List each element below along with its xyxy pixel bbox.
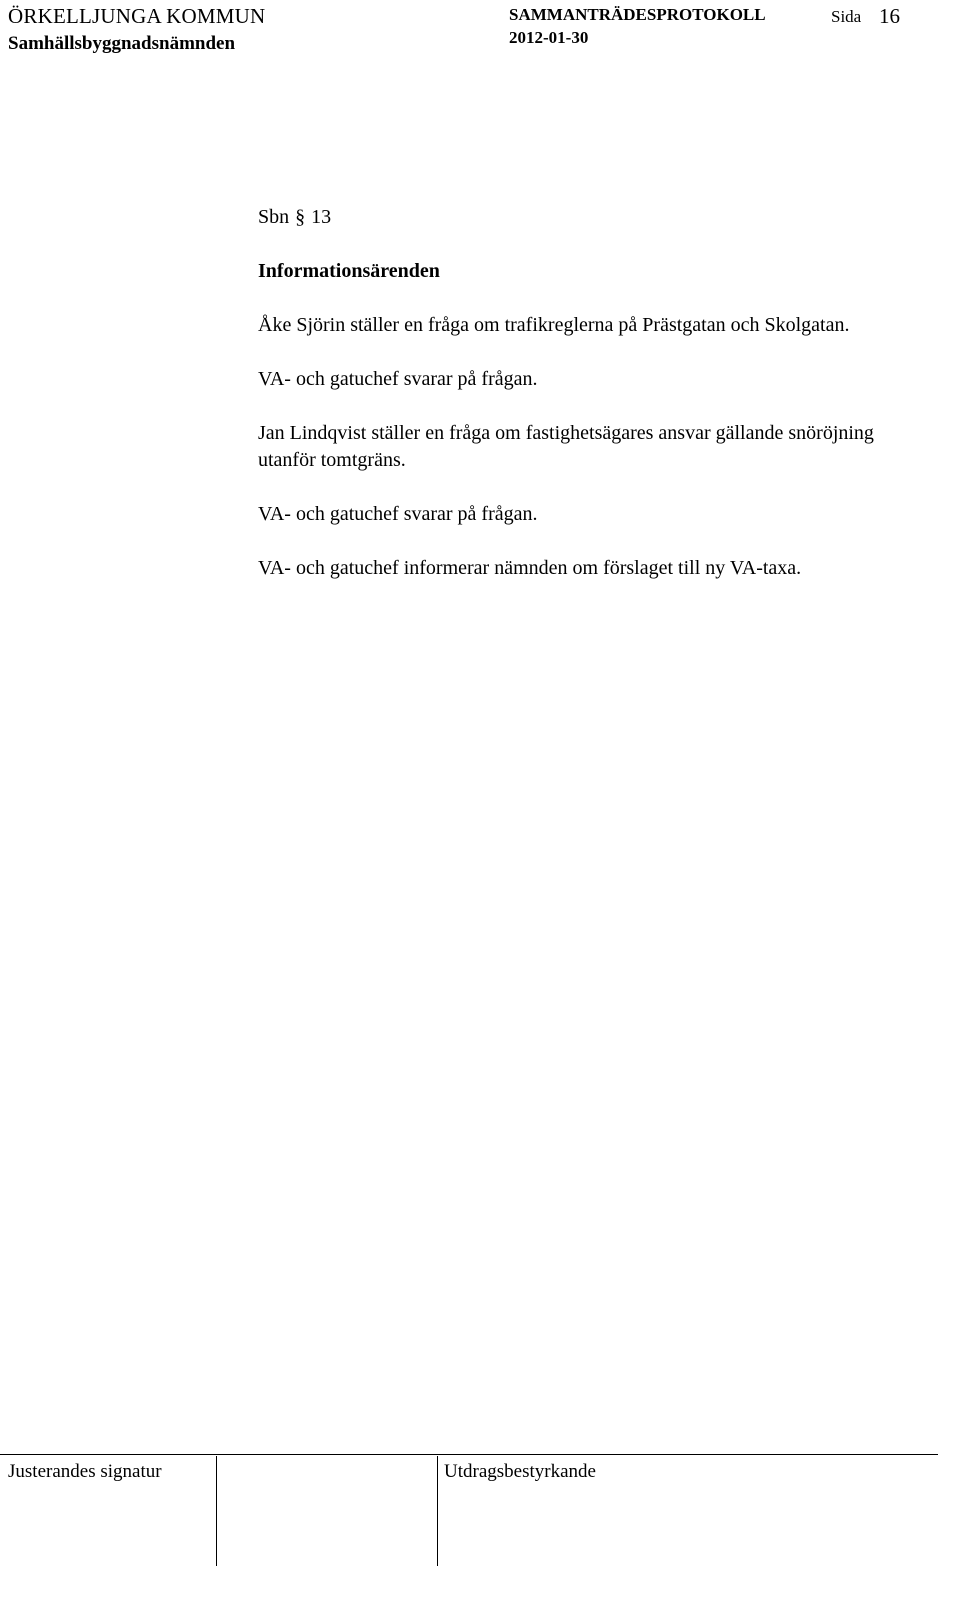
paragraph-question-snow: Jan Lindqvist ställer en fråga om fastighetsägares ansvar gällande snöröjning utanför tomtgräns.	[258, 422, 874, 471]
paragraph-answer-2: VA- och gatuchef svarar på frågan.	[258, 503, 538, 525]
footer-rule	[0, 1454, 938, 1455]
department-name: Samhällsbyggnadsnämnden	[8, 33, 236, 54]
paragraph-va-taxa: VA- och gatuchef informerar nämnden om förslaget till ny VA-taxa.	[258, 557, 802, 579]
footer-divider-2	[437, 1456, 438, 1566]
section-heading: Informationsärenden	[258, 260, 440, 282]
page-number: 16	[879, 4, 900, 28]
meeting-date: 2012-01-30	[509, 28, 589, 47]
section-number: 13	[311, 206, 332, 228]
signature-label: Justerandes signatur	[8, 1461, 162, 1482]
paragraph-question-traffic: Åke Sjörin ställer en fråga om trafikreglerna på Prästgatan och Skolgatan.	[258, 314, 850, 336]
certification-label: Utdragsbestyrkande	[444, 1461, 596, 1482]
section-reference	[258, 204, 898, 231]
paragraph-answer-1: VA- och gatuchef svarar på frågan.	[258, 368, 538, 390]
page-label: Sida	[831, 7, 862, 26]
minutes-body	[258, 204, 898, 609]
section-prefix: Sbn	[258, 206, 290, 228]
section-symbol: §	[295, 206, 306, 228]
footer-divider-1	[216, 1456, 217, 1566]
municipality-name: ÖRKELLJUNGA KOMMUN	[8, 4, 266, 28]
document-type: SAMMANTRÄDESPROTOKOLL	[509, 5, 766, 24]
